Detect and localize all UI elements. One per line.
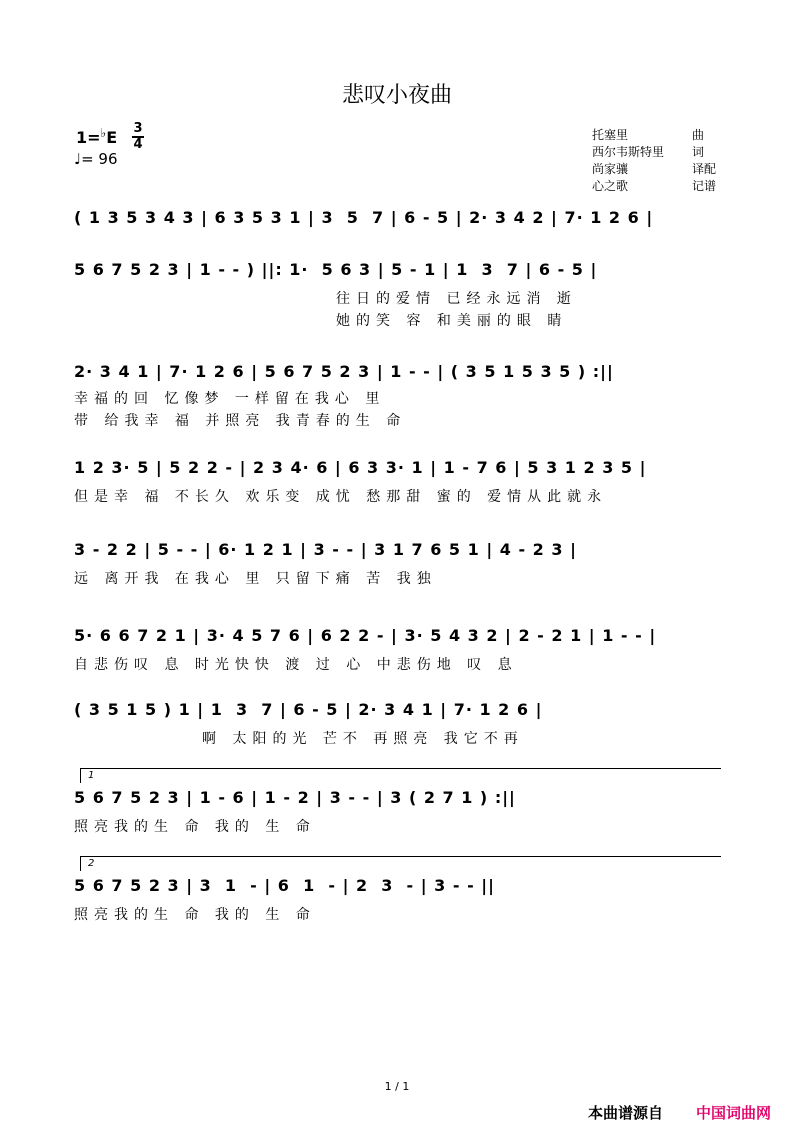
credit-composer-name: 托塞里 <box>592 128 629 142</box>
score-system-3 <box>74 362 720 429</box>
key-note: E <box>106 128 118 147</box>
credit-translator-role: 译配 <box>692 162 717 176</box>
key-signature <box>76 126 117 147</box>
score-system-1 <box>74 208 720 254</box>
credit-transcriber-name: 心之歌 <box>592 179 629 193</box>
lyrics-verse-1: 啊 太阳的光 芒不 再照亮 我它不再 <box>202 731 524 747</box>
lyrics-verse-1: 幸福的回 忆像梦 一样留在我心 里 <box>74 391 386 407</box>
page-number: 1 / 1 <box>384 1080 410 1093</box>
source-label: 本曲谱源自 <box>588 1104 664 1122</box>
source-site-link[interactable]: 中国词曲网 <box>696 1104 772 1122</box>
score-system-5 <box>74 540 720 586</box>
notation-line: 2· 3 4 1 | 7· 1 2 6 | 5 6 7 5 2 3 | 1 - - | ( 3 5 1 5 3 5 ) :|| <box>74 362 614 381</box>
notation-line: 5 6 7 5 2 3 | 3 1 - | 6 1 - | 2 3 - | 3 - - || <box>74 876 495 895</box>
score-system-4 <box>74 458 720 504</box>
lyrics-verse-1: 往日的爱情 已经永远消 逝 <box>336 291 577 307</box>
notation-line: 1 2 3· 5 | 5 2 2 - | 2 3 4· 6 | 6 3 3· 1 | 1 - 7 6 | 5 3 1 2 3 5 | <box>74 458 647 477</box>
score-system-7 <box>74 700 720 746</box>
time-signature-bottom: 4 <box>133 137 143 152</box>
flat-icon: ♭ <box>100 126 107 140</box>
key-prefix: 1= <box>76 128 101 147</box>
time-signature <box>132 122 144 152</box>
lyrics-verse-2: 带 给我幸 福 并照亮 我青春的生 命 <box>74 413 407 429</box>
lyrics-verse-1: 远 离开我 在我心 里 只留下痛 苦 我独 <box>74 571 437 587</box>
lyrics-verse-1: 照亮我的生 命 我的 生 命 <box>74 907 316 923</box>
volta-number-1: 1 <box>88 770 95 781</box>
lyrics-verse-1: 自悲伤叹 息 时光快快 渡 过 心 中悲伤地 叹 息 <box>74 657 518 673</box>
credit-composer-role: 曲 <box>692 128 705 142</box>
score-system-6 <box>74 626 720 672</box>
score-system-8 <box>74 788 720 834</box>
notation-line: 5 6 7 5 2 3 | 1 - - ) ||: 1· 5 6 3 | 5 - 1 | 1 3 7 | 6 - 5 | <box>74 260 598 279</box>
volta-bracket-1 <box>80 768 721 783</box>
page-title: 悲叹小夜曲 <box>341 83 452 108</box>
volta-number-2: 2 <box>88 858 95 869</box>
lyrics-verse-2: 她的笑 容 和美丽的眼 睛 <box>336 313 568 329</box>
credit-translator-name: 尚家骧 <box>592 162 629 176</box>
notation-line: 5· 6 6 7 2 1 | 3· 4 5 7 6 | 6 2 2 - | 3· 5 4 3 2 | 2 - 2 1 | 1 - - | <box>74 626 657 645</box>
score-system-2 <box>74 260 720 329</box>
notation-line: 5 6 7 5 2 3 | 1 - 6 | 1 - 2 | 3 - - | 3 ( 2 7 1 ) :|| <box>74 788 516 807</box>
lyrics-verse-1: 照亮我的生 命 我的 生 命 <box>74 819 316 835</box>
time-signature-top: 3 <box>133 121 143 136</box>
tempo-marking: ♩= 96 <box>74 150 118 168</box>
notation-line: 3 - 2 2 | 5 - - | 6· 1 2 1 | 3 - - | 3 1 7 6 5 1 | 4 - 2 3 | <box>74 540 577 559</box>
score-system-9 <box>74 876 720 922</box>
notation-line: ( 1 3 5 3 4 3 | 6 3 5 3 1 | 3 5 7 | 6 - 5 | 2· 3 4 2 | 7· 1 2 6 | <box>74 208 654 227</box>
credit-lyricist-name: 西尔韦斯特里 <box>592 145 665 159</box>
volta-bracket-2 <box>80 856 721 871</box>
lyrics-verse-1: 但是幸 福 不长久 欢乐变 成忧 愁那甜 蜜的 爱情从此就永 <box>74 489 608 505</box>
credit-transcriber-role: 记谱 <box>692 179 717 193</box>
credit-lyricist-role: 词 <box>692 145 705 159</box>
notation-line: ( 3 5 1 5 ) 1 | 1 3 7 | 6 - 5 | 2· 3 4 1 | 7· 1 2 6 | <box>74 700 543 719</box>
